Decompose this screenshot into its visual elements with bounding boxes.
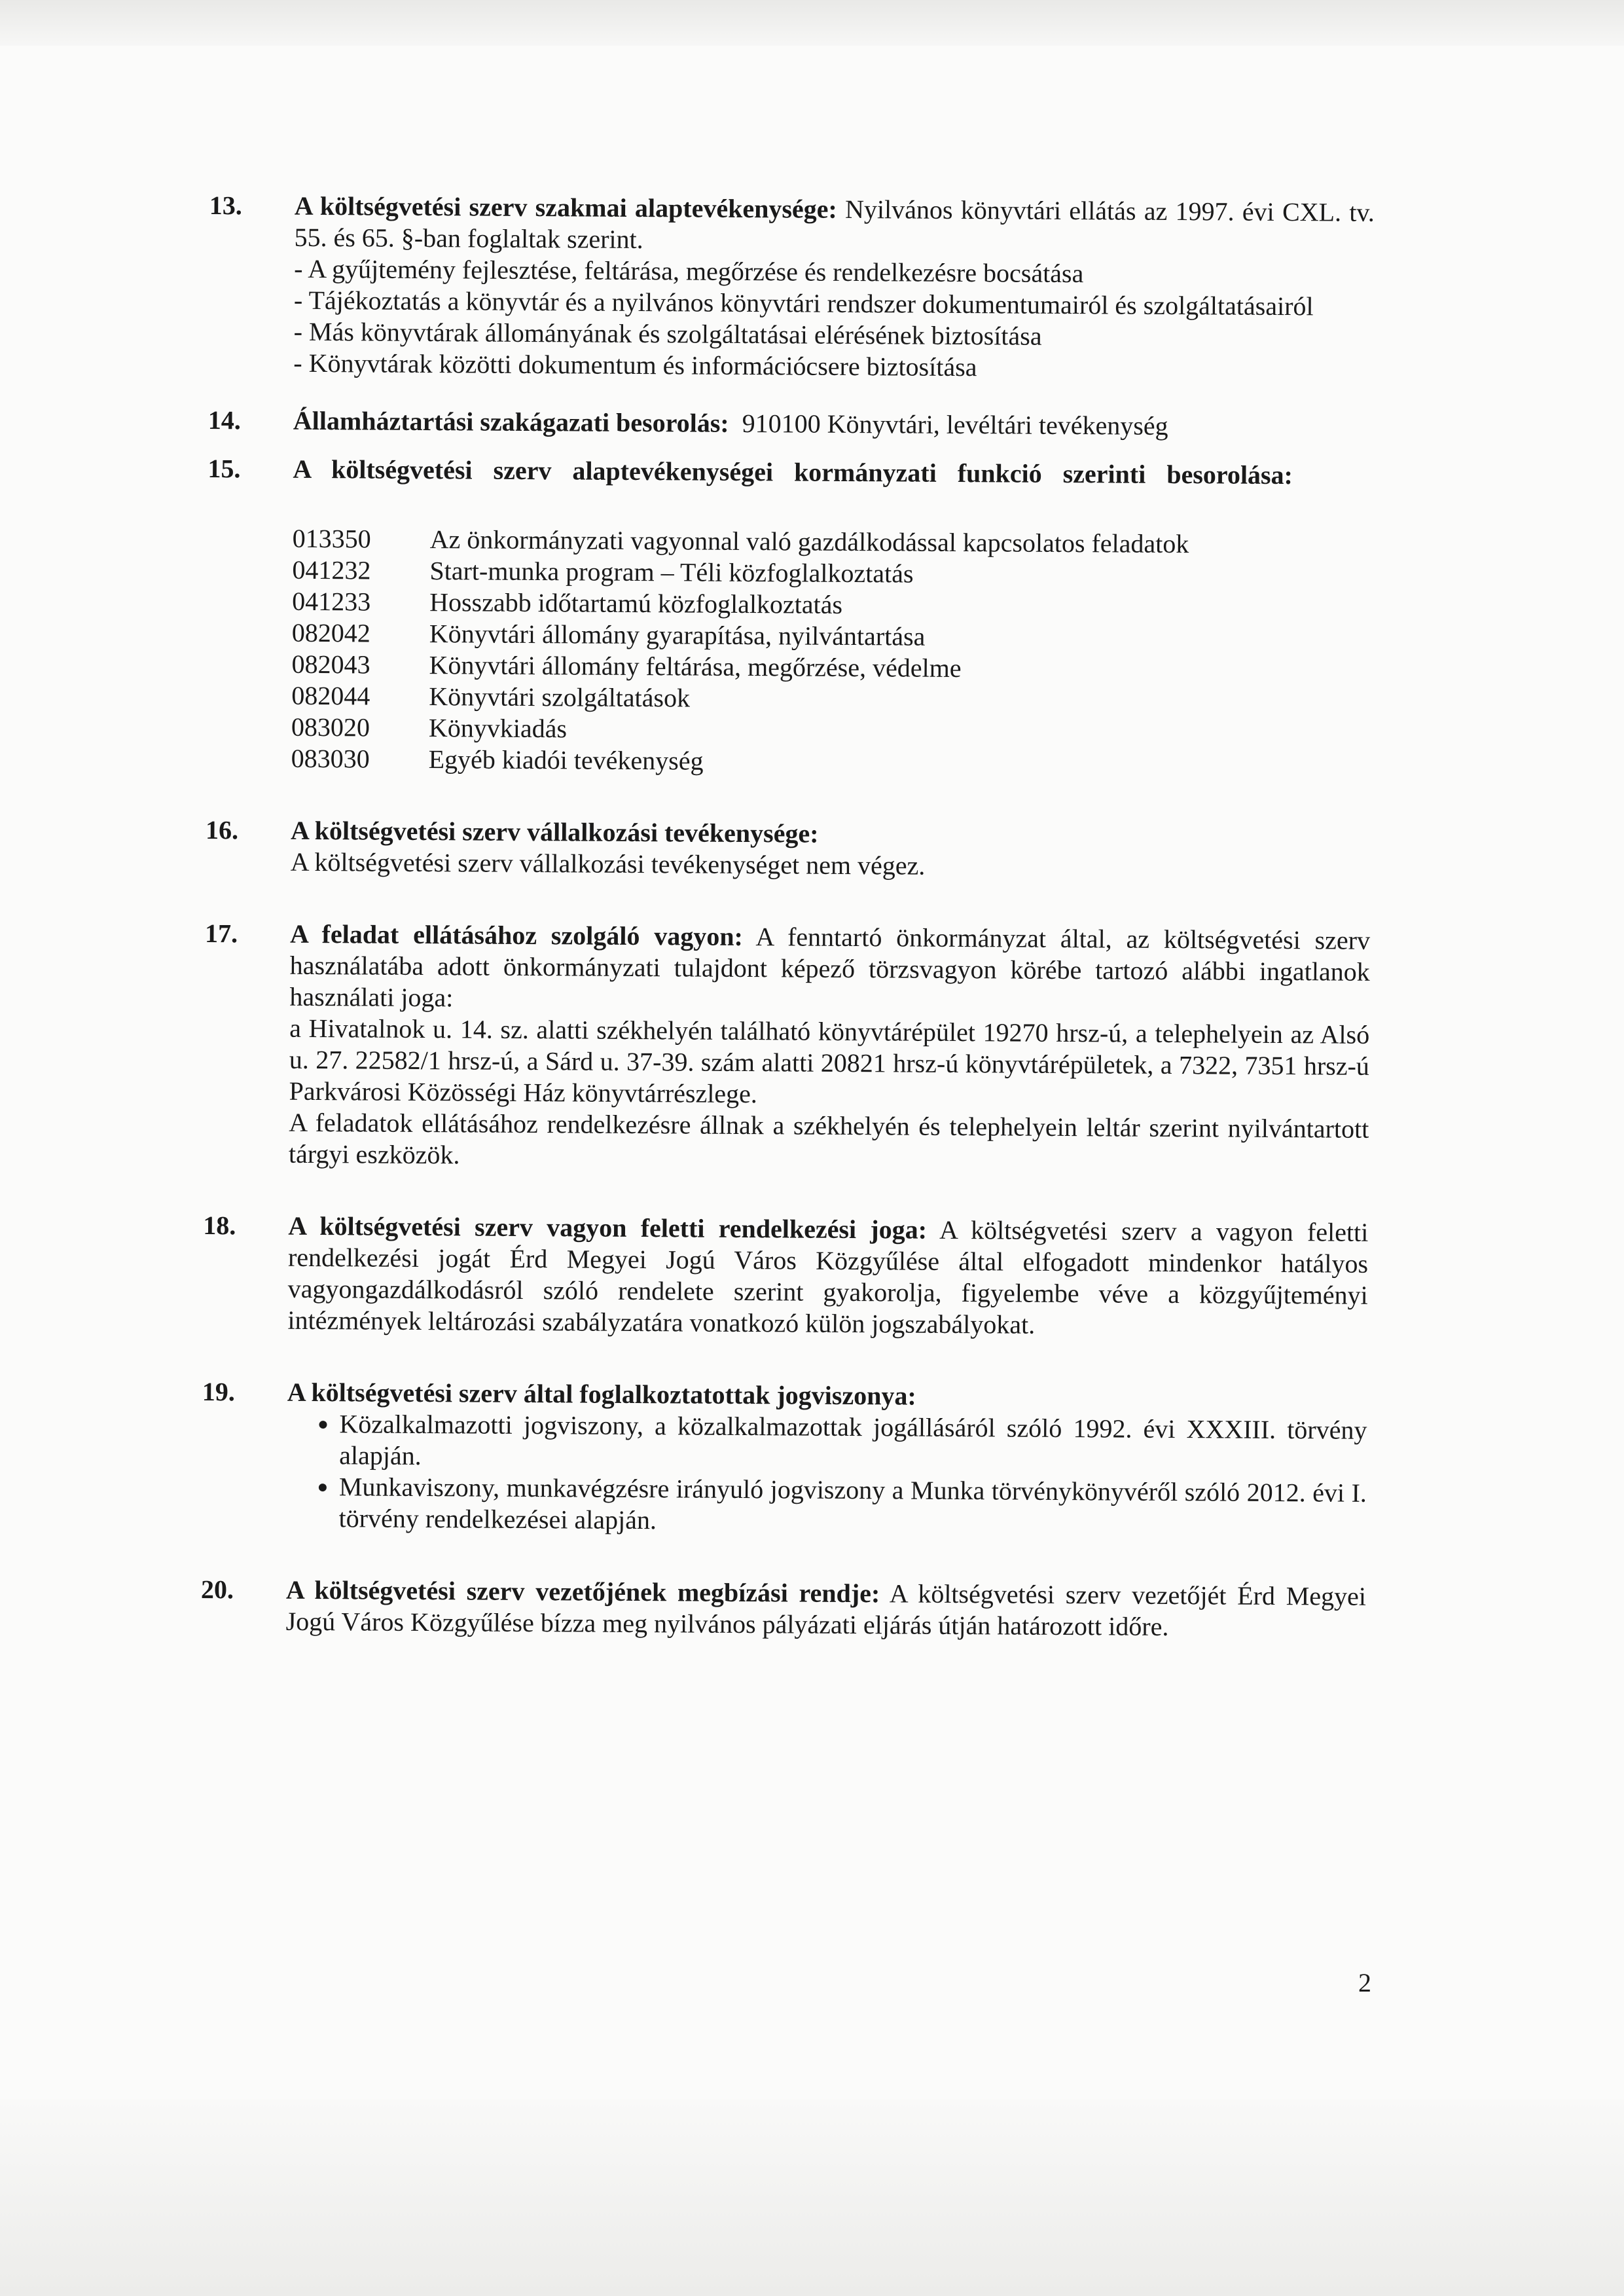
section-heading: A költségvetési szerv által foglalkoztatottak jogviszonya: bbox=[287, 1377, 916, 1411]
section-20 bbox=[200, 1574, 1366, 1644]
function-code: 082043 bbox=[291, 649, 370, 680]
function-code: 082044 bbox=[291, 680, 370, 711]
section-text: 910100 Könyvtári, levéltári tevékenység bbox=[729, 408, 1168, 441]
section-18 bbox=[202, 1210, 1368, 1343]
function-label: Könyvkiadás bbox=[428, 713, 568, 744]
function-code: 041232 bbox=[292, 555, 371, 585]
section-text: Nyilvános könyvtári ellátás az 1997. évi CXL. tv. 55. és 65. §-ban foglaltak szerint. bbox=[294, 194, 1375, 255]
section-heading: A költségvetési szerv szakmai alaptevékenysége: bbox=[294, 191, 837, 224]
section-number: 15. bbox=[208, 453, 241, 484]
function-label: Hosszabb időtartamú közfoglalkoztatás bbox=[429, 587, 843, 619]
document-page bbox=[200, 190, 1374, 1644]
list-item: - A gyűjtemény fejlesztése, feltárása, megőrzése és rendelkezésre bocsátása bbox=[294, 253, 1084, 289]
page-number: 2 bbox=[1358, 1968, 1371, 1997]
section-text: a Hivatalnok u. 14. sz. alatti székhelyén található könyvtárépület 19270 hrsz-ú, a telephelyein az Alsó u. 27. 22582/1 hrsz-ú, a Sárd u. 37-39. szám alatti 20821 hrsz-ú könyvtárépületek, a 7322, 7351 hrsz-ú Parkvárosi Közösségi Ház könyvtárrészlege. bbox=[289, 1013, 1370, 1109]
section-13 bbox=[208, 190, 1375, 386]
section-number: 19. bbox=[202, 1376, 235, 1407]
function-code: 083030 bbox=[291, 743, 370, 774]
section-body bbox=[294, 191, 1375, 260]
section-body bbox=[293, 405, 1373, 443]
list-item: - Más könyvtárak állományának és szolgáltatásai elérésének biztosítása bbox=[293, 316, 1042, 351]
function-code: 013350 bbox=[292, 523, 371, 554]
section-heading: A költségvetési szerv alaptevékenységei kormányzati funkció szerinti besorolása: bbox=[293, 454, 1293, 490]
list-item: • Közalkalmazotti jogviszony, a közalkalmazottak jogállásáról szóló 1992. évi XXXIII. törvény alapján. bbox=[339, 1408, 1367, 1478]
section-number: 20. bbox=[200, 1574, 234, 1605]
section-16 bbox=[206, 814, 1371, 884]
section-heading: Államháztartási szakágazati besorolás: bbox=[293, 405, 729, 438]
section-15 bbox=[206, 453, 1373, 781]
section-number: 16. bbox=[205, 814, 239, 845]
section-number: 13. bbox=[209, 190, 242, 221]
function-label: Egyéb kiadói tevékenység bbox=[428, 744, 704, 776]
section-body bbox=[289, 919, 1370, 1019]
section-number: 18. bbox=[203, 1210, 236, 1241]
section-17 bbox=[204, 918, 1370, 1176]
list-item: • Munkaviszony, munkavégzésre irányuló jogviszony a Munka törvénykönyvéről szóló 2012. évi I. törvény rendelkezései alapján. bbox=[338, 1471, 1367, 1540]
section-body bbox=[287, 1211, 1368, 1343]
function-code: 083020 bbox=[291, 712, 370, 742]
function-code: 041233 bbox=[292, 586, 371, 617]
section-number: 17. bbox=[204, 918, 238, 949]
list-item: - Tájékoztatás a könyvtár és a nyilvános könyvtári rendszer dokumentumairól és szolgáltatásairól bbox=[293, 285, 1314, 321]
scan-shadow-top bbox=[0, 0, 1624, 46]
function-label: Könyvtári állomány feltárása, megőrzése, védelme bbox=[429, 650, 962, 683]
function-label: Könyvtári szolgáltatások bbox=[429, 682, 691, 713]
section-heading: A költségvetési szerv vezetőjének megbízási rendje: bbox=[285, 1575, 880, 1609]
scan-shadow-bottom bbox=[0, 2100, 1624, 2296]
function-label: Start-munka program – Téli közfoglalkoztatás bbox=[429, 556, 914, 589]
function-label: Könyvtári állomány gyarapítása, nyilvántartása bbox=[429, 619, 926, 651]
list-item: - Könyvtárak közötti dokumentum és információcsere biztosítása bbox=[293, 348, 977, 382]
section-heading: A költségvetési szerv vagyon feletti rendelkezési joga: bbox=[288, 1211, 928, 1245]
section-heading: A feladat ellátásához szolgáló vagyon: bbox=[289, 919, 743, 951]
section-text: A fenntartó önkormányzat által, az költségvetési szerv használatába adott önkormányzati tulajdont képező törzsvagyon körébe tartozó alábbi ingatlanok használati joga: bbox=[289, 921, 1371, 1013]
section-number: 14. bbox=[208, 405, 241, 435]
section-heading: A költségvetési szerv vállalkozási tevékenysége: bbox=[290, 815, 819, 848]
employment-list bbox=[286, 1408, 1367, 1540]
section-body bbox=[285, 1575, 1366, 1644]
section-text: A költségvetési szerv vezetőjét Érd Megyei Jogú Város Közgyűlése bízza meg nyilvános pályázati eljárás útján határozott időre. bbox=[285, 1578, 1367, 1641]
function-code: 082042 bbox=[291, 617, 371, 648]
section-19 bbox=[201, 1376, 1367, 1540]
section-14 bbox=[208, 405, 1373, 443]
code-row bbox=[291, 743, 1371, 781]
function-label: Az önkormányzati vagyonnal való gazdálkodással kapcsolatos feladatok bbox=[429, 524, 1189, 559]
section-text: A költségvetési szerv a vagyon feletti rendelkezési jogát Érd Megyei Jogú Város Közgyűlése által elfogadott mindenkor hatályos vagyongazdálkodásról szóló rendelete szerint gyakorolja, figyelembe véve a közgyűjteményi intézmények leltározási szabályzatára vonatkozó külön jogszabályokat. bbox=[287, 1214, 1369, 1339]
function-code-list bbox=[291, 523, 1373, 781]
section-text: A feladatok ellátásához rendelkezésre állnak a székhelyén és telephelyein leltár szerint nyilvántartott tárgyi eszközök. bbox=[288, 1107, 1369, 1170]
section-text: A költségvetési szerv vállalkozási tevékenységet nem végez. bbox=[290, 847, 926, 881]
